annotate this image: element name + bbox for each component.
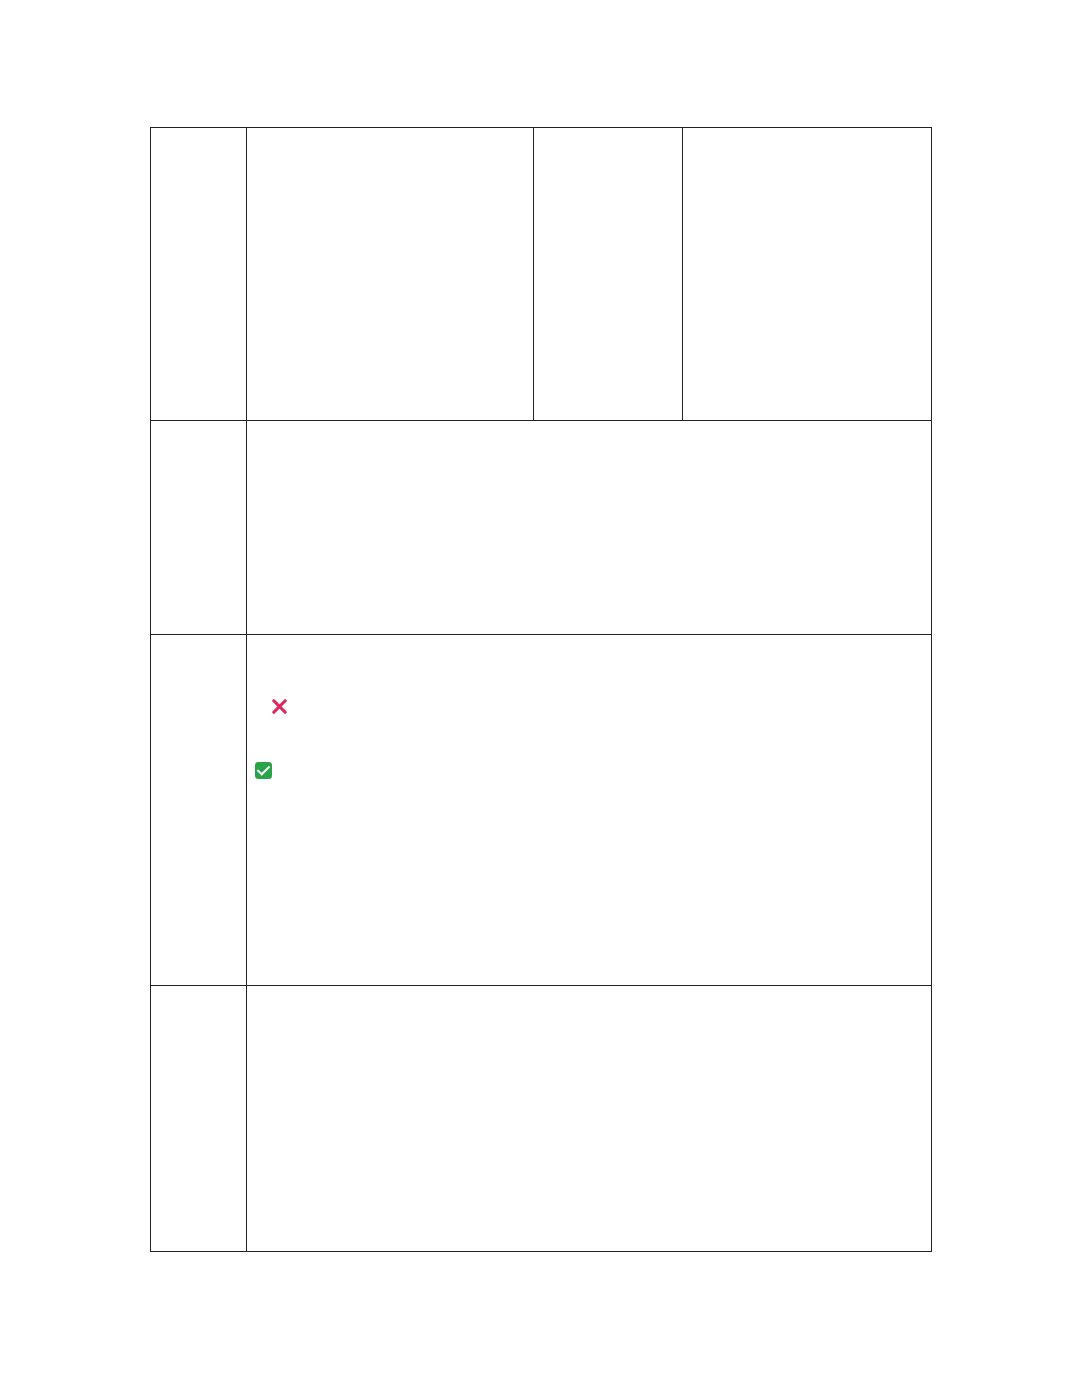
empty-cell <box>534 128 683 421</box>
board-content <box>247 635 932 986</box>
dont-item <box>255 673 923 696</box>
lesson-plan-table <box>150 127 932 1252</box>
homework-row <box>151 421 932 635</box>
process-content-cell <box>247 128 534 421</box>
board-row <box>151 635 932 986</box>
process-continuation-row <box>151 128 932 421</box>
dont-item <box>255 719 923 742</box>
do-title-line <box>255 760 923 783</box>
homework-content <box>247 421 932 635</box>
green-check-icon <box>255 762 272 779</box>
red-cross-icon <box>271 698 287 714</box>
homework-label <box>151 421 247 635</box>
reflection-content <box>247 986 932 1252</box>
reflection-label <box>151 986 247 1252</box>
board-label <box>151 635 247 986</box>
empty-cell <box>683 128 932 421</box>
dont-item <box>255 696 923 719</box>
empty-label-cell <box>151 128 247 421</box>
reflection-row <box>151 986 932 1252</box>
